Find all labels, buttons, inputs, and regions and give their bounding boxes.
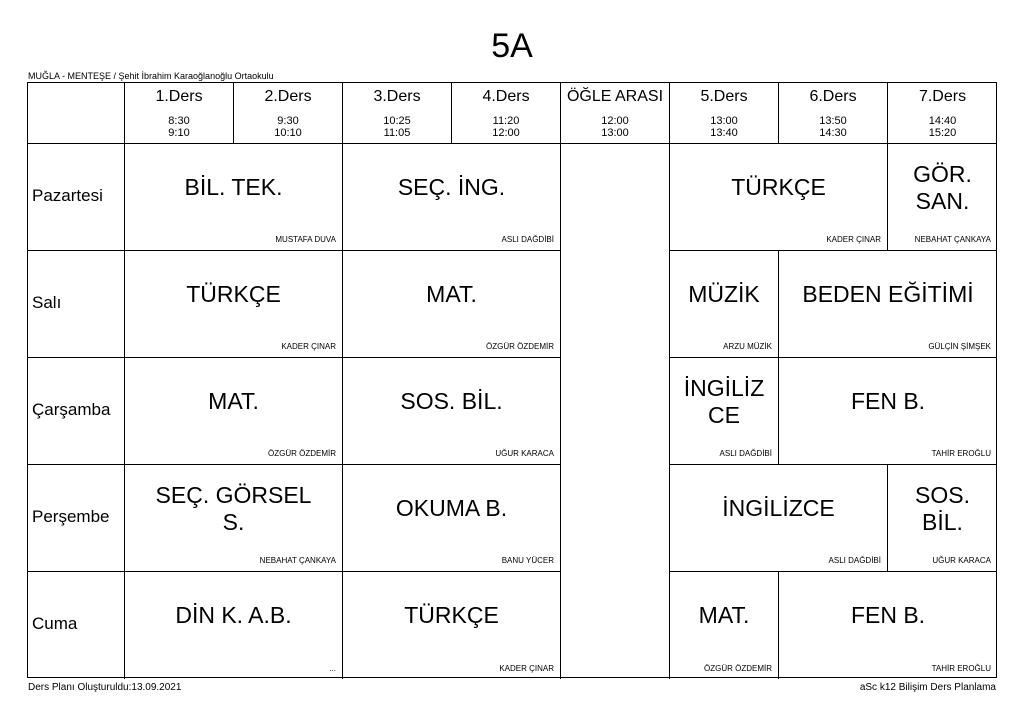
period-start: 13:00 [710, 115, 738, 127]
lesson-cell [670, 358, 779, 465]
day-label-cell [28, 572, 125, 679]
period-start: 9:30 [277, 115, 299, 127]
period-end: 12:00 [492, 127, 520, 139]
lesson-subject: SAN. [915, 187, 970, 214]
period-header [343, 83, 452, 144]
lesson-cell [125, 251, 343, 358]
period-header [779, 83, 888, 144]
lesson-cell [670, 572, 779, 679]
period-header [452, 83, 561, 144]
lesson-subject: SEÇ. GÖRSEL [155, 481, 312, 508]
lesson-teacher: ÖZGÜR ÖZDEMİR [268, 449, 336, 458]
lesson-subject: MAT. [698, 602, 750, 628]
lesson-teacher: ARZU MÜZİK [723, 342, 772, 351]
period-start: 13:50 [819, 115, 847, 127]
period-name: ÖĞLE ARASI [566, 88, 664, 105]
lesson-cell [125, 144, 343, 251]
period-end: 10:10 [274, 127, 302, 139]
lesson-subject: MÜZİK [688, 281, 760, 307]
period-name: 4.Ders [482, 88, 530, 105]
period-end: 14:30 [819, 127, 847, 139]
day-name: Perşembe [32, 506, 110, 526]
lesson-cell [888, 144, 997, 251]
lesson-teacher: BANU YÜCER [501, 556, 554, 565]
day-label-cell [28, 358, 125, 465]
lesson-teacher: UĞUR KARACA [495, 449, 554, 458]
lesson-teacher: ASLI DAĞDİBİ [501, 235, 554, 244]
lesson-cell [343, 572, 561, 679]
period-start: 11:20 [492, 115, 520, 127]
day-label-cell [28, 465, 125, 572]
lunch-break-column [561, 144, 670, 679]
lesson-teacher: TAHİR EROĞLU [931, 449, 991, 458]
lesson-subject: BİL. [922, 508, 963, 535]
day-name: Pazartesi [32, 185, 103, 205]
lesson-subject: TÜRKÇE [186, 281, 281, 307]
lesson-subject: BEDEN EĞİTİMİ [802, 281, 974, 307]
lesson-cell [343, 358, 561, 465]
lesson-subject: CE [708, 401, 740, 428]
period-name: 3.Ders [373, 88, 421, 105]
lesson-subject: SOS. BİL. [400, 388, 503, 414]
day-label-cell [28, 144, 125, 251]
period-header [125, 83, 234, 144]
lesson-teacher: ÖZGÜR ÖZDEMİR [486, 342, 554, 351]
day-label-cell [28, 251, 125, 358]
lesson-subject: BİL. TEK. [184, 174, 283, 200]
lesson-cell [779, 251, 997, 358]
lesson-teacher: ... [329, 664, 336, 673]
period-start: 8:30 [168, 115, 190, 127]
lesson-cell [125, 572, 343, 679]
lesson-subject: S. [222, 508, 245, 535]
lesson-subject: SOS. [915, 481, 970, 508]
period-end: 9:10 [168, 127, 190, 139]
lesson-cell [125, 358, 343, 465]
lesson-cell [888, 465, 997, 572]
period-end: 13:40 [710, 127, 738, 139]
period-start: 14:40 [928, 115, 957, 127]
lesson-subject: İNGİLİZ [683, 374, 765, 401]
period-start: 12:00 [601, 115, 629, 127]
lesson-subject: FEN B. [850, 602, 926, 628]
corner-cell [28, 83, 125, 144]
lesson-teacher: NEBAHAT ÇANKAYA [914, 235, 991, 244]
lesson-subject: DİN K. A.B. [175, 602, 292, 628]
period-header [670, 83, 779, 144]
lesson-subject: MAT. [426, 281, 477, 307]
period-header [561, 83, 670, 144]
lesson-teacher: GÜLÇİN ŞİMŞEK [928, 342, 991, 351]
lesson-subject: İNGİLİZCE [722, 495, 835, 521]
lesson-subject: FEN B. [850, 388, 926, 414]
lesson-cell [343, 251, 561, 358]
lesson-teacher: ASLI DAĞDİBİ [828, 556, 881, 565]
period-end: 11:05 [383, 127, 411, 139]
lesson-subject: GÖR. [913, 160, 972, 187]
period-start: 10:25 [383, 115, 411, 127]
lesson-cell [779, 358, 997, 465]
period-name: 5.Ders [700, 88, 748, 105]
day-name: Cuma [32, 613, 78, 633]
lesson-teacher: NEBAHAT ÇANKAYA [259, 556, 336, 565]
lesson-teacher: KADER ÇINAR [826, 235, 881, 244]
created-date: Ders Planı Oluşturuldu:13.09.2021 [28, 682, 182, 693]
class-title: 5A [491, 27, 533, 65]
school-name: MUĞLA - MENTEŞE / Şehit İbrahim Karaoğlanoğlu Ortaokulu [28, 71, 274, 81]
lesson-teacher: ASLI DAĞDİBİ [719, 449, 772, 458]
lesson-subject: TÜRKÇE [404, 602, 499, 628]
lesson-cell [670, 144, 888, 251]
lesson-cell [343, 144, 561, 251]
lesson-teacher: KADER ÇINAR [499, 664, 554, 673]
period-end: 15:20 [928, 127, 957, 139]
lesson-teacher: ÖZGÜR ÖZDEMİR [704, 664, 772, 673]
period-name: 2.Ders [264, 88, 312, 105]
lesson-teacher: TAHİR EROĞLU [931, 664, 991, 673]
lesson-teacher: UĞUR KARACA [932, 556, 991, 565]
lesson-subject: MAT. [208, 388, 259, 414]
lesson-teacher: KADER ÇINAR [281, 342, 336, 351]
period-name: 7.Ders [918, 88, 967, 105]
lesson-subject: TÜRKÇE [731, 174, 826, 200]
lesson-cell [125, 465, 343, 572]
lesson-cell [670, 251, 779, 358]
timetable-grid [27, 82, 997, 678]
period-end: 13:00 [601, 127, 629, 139]
lesson-cell [779, 572, 997, 679]
lesson-teacher: MUSTAFA DUVA [275, 235, 336, 244]
period-header [234, 83, 343, 144]
day-name: Salı [32, 292, 62, 312]
lesson-subject: SEÇ. İNG. [397, 174, 506, 200]
day-name: Çarşamba [32, 399, 111, 419]
lesson-subject: OKUMA B. [395, 495, 508, 521]
lesson-cell [343, 465, 561, 572]
period-header [888, 83, 997, 144]
period-name: 1.Ders [155, 88, 203, 105]
lesson-cell [670, 465, 888, 572]
period-name: 6.Ders [809, 88, 857, 105]
software-credit: aSc k12 Bilişim Ders Planlama [859, 682, 996, 693]
